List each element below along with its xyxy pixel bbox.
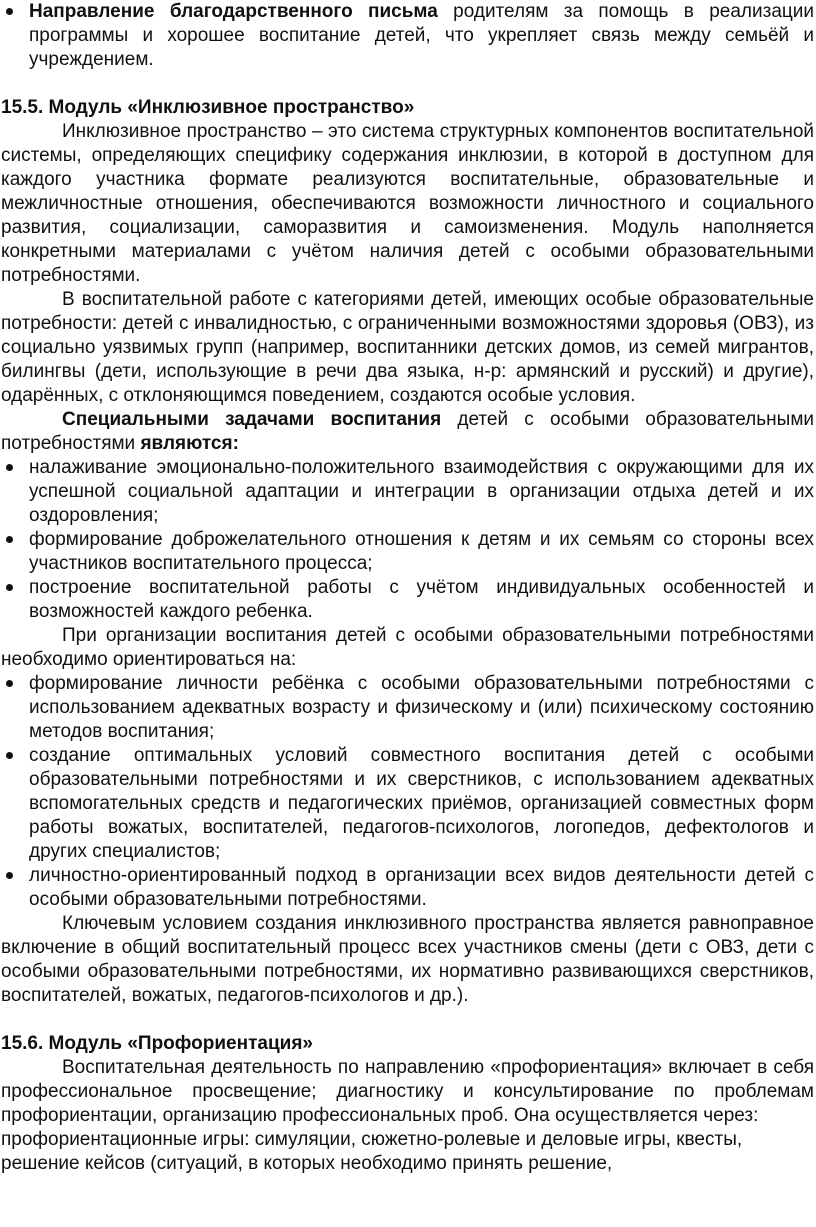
list-item-text: создание оптимальных условий совместного воспитания детей с особыми образовательными потребностями и их сверстников, с использованием адекватных вспомогательных средств и педагогических приёмов, организацией совместных форм работы вожатых, воспитателей, педагогов-психологов, логопедов, дефектологов и других специалистов; — [29, 745, 814, 862]
list-item-text: формирование личности ребёнка с особыми образовательными потребностями с использованием адекватных возрасту и физическому и (или) психическому состоянию методов воспитания; — [29, 673, 814, 742]
list-item — [1, 672, 814, 744]
bullet-icon — [6, 464, 13, 471]
bullet-icon — [6, 680, 13, 687]
paragraph — [1, 408, 814, 456]
text-line: решение кейсов (ситуаций, в которых необходимо принять решение, — [1, 1153, 613, 1174]
list-item — [1, 0, 814, 72]
list-item-text: построение воспитательной работы с учётом индивидуальных особенностей и возможностей каждого ребенка. — [29, 577, 814, 622]
list-item — [1, 864, 814, 912]
orientation-list — [1, 672, 814, 912]
text-line: профориентационные игры: симуляции, сюжетно-ролевые и деловые игры, квесты, — [1, 1129, 743, 1150]
list-item-text: личностно-ориентированный подход в организации всех видов деятельности детей с особыми образовательными потребностями. — [29, 865, 814, 910]
bullet-icon — [6, 752, 13, 759]
paragraph-text: детей с особыми образовательными потребностями — [1, 409, 814, 454]
spacer — [1, 72, 814, 96]
list-item — [1, 576, 814, 624]
list-item-text: налаживание эмоционально-положительного взаимодействия с окружающими для их успешной социальной адаптации и интеграции в организации отдыха детей и их оздоровления; — [29, 457, 814, 526]
paragraph: Воспитательная деятельность по направлению «профориентация» включает в себя профессиональное просвещение; диагностику и консультирование по проблемам профориентации, организацию профессиональных проб. Она осуществляется через: — [1, 1057, 814, 1126]
list-item — [1, 744, 814, 864]
list-item — [1, 456, 814, 528]
list-item-text: формирование доброжелательного отношения к детям и их семьям со стороны всех участников воспитательного процесса; — [29, 529, 814, 574]
paragraph: Ключевым условием создания инклюзивного пространства является равноправное включение в общий воспитательный процесс всех участников смены (дети с ОВЗ, дети с особыми образовательными потребностями, их нормативно развивающихся сверстников, воспитателей, вожатых, педагогов-психологов и др.). — [1, 913, 814, 1006]
paragraph: При организации воспитания детей с особыми образовательными потребностями необходимо ориентироваться на: — [1, 625, 814, 670]
top-list — [1, 0, 814, 72]
bold-phrase: являются: — [140, 433, 239, 454]
bullet-icon — [6, 8, 13, 15]
bold-phrase: Направление благодарственного письма — [29, 1, 438, 22]
bullet-icon — [6, 536, 13, 543]
bullet-icon — [6, 872, 13, 879]
paragraph: Инклюзивное пространство – это система структурных компонентов воспитательной системы, определяющих специфику содержания инклюзии, в которой в доступном для каждого участника формате реализуются воспитательные, образовательные и межличностные отношения, обеспечиваются возможности личностного и социального развития, социализации, саморазвития и самоизменения. Модуль наполняется конкретными материалами с учётом наличия детей с особыми образовательными потребностями. — [1, 121, 814, 286]
section-heading-15-6: 15.6. Модуль «Профориентация» — [1, 1033, 313, 1054]
bold-phrase: Специальными задачами воспитания — [62, 409, 442, 430]
list-item — [1, 528, 814, 576]
paragraph: В воспитательной работе с категориями детей, имеющих особые образовательные потребности: детей с инвалидностью, с ограниченными возможностями здоровья (ОВЗ), из социально уязвимых групп (например, воспитанники детских домов, из семей мигрантов, билингвы (дети, использующие в речи два языка, н-р: армянский и русский) и другие), одарённых, с отклоняющимся поведением, создаются особые условия. — [1, 289, 814, 406]
bullet-icon — [6, 584, 13, 591]
section-heading-15-5: 15.5. Модуль «Инклюзивное пространство» — [1, 97, 415, 118]
tasks-list — [1, 456, 814, 624]
spacer — [1, 1008, 814, 1032]
list-item-text: родителям за помощь в реализации программы и хорошее воспитание детей, что укрепляет связь между семьёй и учреждением. — [29, 1, 814, 70]
